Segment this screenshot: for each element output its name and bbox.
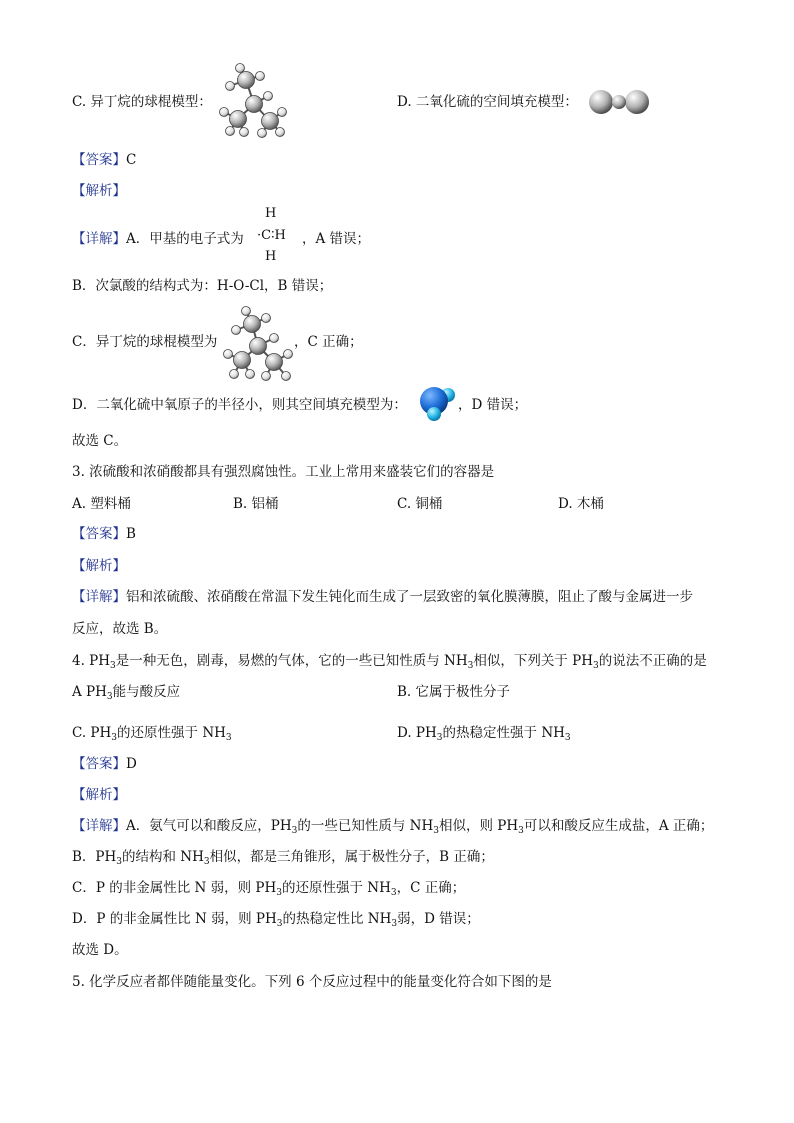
- q3-detail-line1: [72, 588, 693, 606]
- q2-answer: [72, 151, 136, 169]
- lewis-h-bottom: H: [265, 249, 277, 264]
- q4-detail-d: D．P 的非金属性比 N 弱，则 $PH_3$的热稳定性比 $NH_3$弱，D 错误；: [72, 911, 480, 929]
- q3-stem: 3. 浓硫酸和浓硝酸都具有强烈腐蚀性。工业上常用来盛装它们的容器是: [72, 464, 495, 480]
- q4-detail-a: 【详解】A．氨气可以和酸反应，$PH_3$的一些已知性质与 $NH_3$相似，则 $PH_3$可以和酸反应生成盐，A 正确；: [72, 818, 714, 836]
- q3-answer: [72, 525, 136, 543]
- methyl-electron-formula: [257, 206, 303, 264]
- q4-option-c: C. $PH_3$的还原性强于 $NH_3$: [72, 725, 232, 743]
- q2-analysis-tag: 【解析】: [72, 183, 126, 199]
- q2-detail-c: C．异丁烷的球棍模型为: [72, 334, 218, 350]
- answer-value: B: [126, 526, 136, 542]
- q4-option-d: D. $PH_3$的热稳定性强于 $NH_3$: [397, 725, 571, 743]
- detail-text: 铝和浓硫酸、浓硝酸在常温下发生钝化而生成了一层致密的氧化膜薄膜，阻止了酸与金属进一步: [126, 589, 693, 605]
- q2-detail-a: [72, 230, 244, 248]
- answer-tag: 【答案】: [72, 152, 126, 168]
- q3-option-a: A. 塑料桶: [72, 496, 131, 512]
- answer-tag: 【答案】: [72, 756, 126, 772]
- lewis-center: ·C∶H: [257, 228, 286, 243]
- q3-option-d: D. 木桶: [558, 496, 604, 512]
- q2-option-c: C. 异丁烷的球棍模型：: [72, 94, 212, 110]
- q2-detail-d: D．二氧化硫中氧原子的半径小，则其空间填充模型为：: [72, 397, 407, 413]
- isobutane-ball-stick-model: [218, 62, 290, 138]
- q4-analysis-tag: 【解析】: [72, 787, 126, 803]
- detail-tag: 【详解】: [72, 589, 126, 605]
- q3-option-c: C. 铜桶: [397, 496, 443, 512]
- so2-space-filling-model-gray: [588, 88, 650, 116]
- q4-answer: [72, 755, 137, 773]
- q3-detail-line2: 反应，故选 B。: [72, 621, 168, 637]
- answer-tag: 【答案】: [72, 526, 126, 542]
- answer-value: C: [126, 152, 137, 168]
- q4-option-b: B. 它属于极性分子: [397, 684, 511, 700]
- answer-value: D: [126, 756, 137, 772]
- lewis-h-top: H: [265, 206, 277, 221]
- q2-detail-b: B．次氯酸的结构式为：H-O-Cl，B 错误；: [72, 278, 333, 294]
- q4-option-a: A $PH_3$能与酸反应: [72, 684, 181, 702]
- detail-a-text: A．甲基的电子式为: [126, 231, 244, 247]
- so2-space-filling-model-blue: [418, 383, 460, 423]
- q3-option-b: B. 铝桶: [233, 496, 279, 512]
- q4-detail-c: C．P 的非金属性比 N 弱，则 $PH_3$的还原性强于 $NH_3$，C 正确；: [72, 880, 466, 898]
- q3-analysis-tag: 【解析】: [72, 558, 126, 574]
- detail-tag: 【详解】: [72, 818, 126, 834]
- q2-detail-c-post: ，C 正确；: [294, 334, 363, 350]
- q2-option-d: D. 二氧化硫的空间填充模型：: [397, 94, 578, 110]
- q4-conclusion: 故选 D。: [72, 942, 128, 958]
- isobutane-ball-stick-model-2: [220, 306, 296, 382]
- q4-stem: 4. $PH_3$是一种无色，剧毒，易燃的气体，它的一些已知性质与 $NH_3$相似，下列关于 $PH_3$的说法不正确的是: [72, 653, 707, 671]
- detail-tag: 【详解】: [72, 231, 126, 247]
- q4-detail-b: B．$PH_3$的结构和 $NH_3$相似，都是三角锥形，属于极性分子，B 正确；: [72, 849, 494, 867]
- q2-conclusion: 故选 C。: [72, 433, 128, 449]
- q5-stem: 5. 化学反应者都伴随能量变化。下列 6 个反应过程中的能量变化符合如下图的是: [72, 974, 552, 990]
- q2-detail-d-post: ，D 错误；: [458, 397, 528, 413]
- q2-detail-a-post: ，A 错误；: [302, 231, 371, 247]
